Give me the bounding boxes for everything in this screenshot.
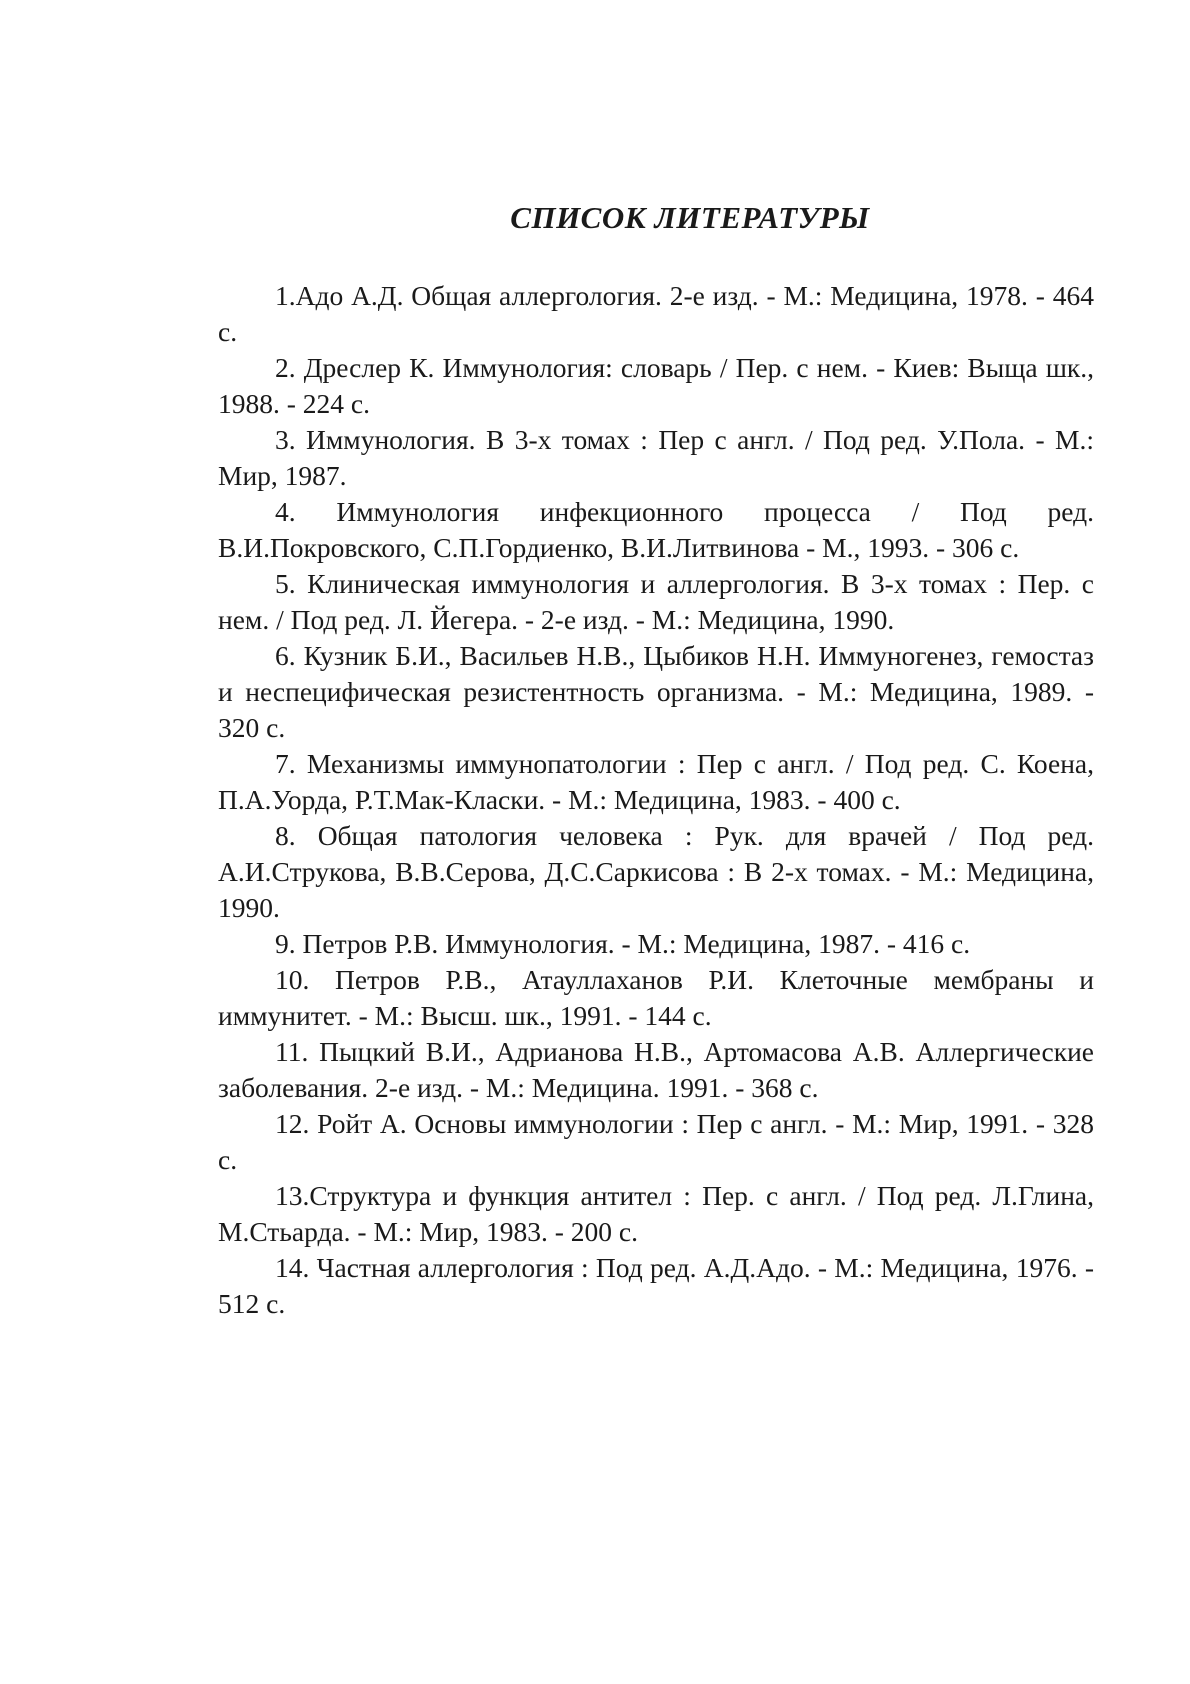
reference-item: 6. Кузник Б.И., Васильев Н.В., Цыбиков Н.Н. Иммуногенез, гемостаз и неспецифическая резистентность организма. - М.: Медицина, 1989. - 320 с. [218, 640, 1094, 743]
reference-item: 9. Петров Р.В. Иммунология. - М.: Медицина, 1987. - 416 с. [275, 928, 971, 959]
reference-item: 3. Иммунология. В 3-х томах : Пер с англ. / Под ред. У.Пола. - М.: Мир, 1987. [218, 424, 1094, 491]
reference-item: 7. Механизмы иммунопатологии : Пер с англ. / Под ред. С. Коена, П.А.Уорда, Р.Т.Мак-Класки. - М.: Медицина, 1983. - 400 с. [218, 748, 1094, 815]
page-title: СПИСОК ЛИТЕРАТУРЫ [510, 200, 870, 235]
reference-item: 1.Адо А.Д. Общая аллергология. 2-е изд. - М.: Медицина, 1978. - 464 с. [218, 280, 1094, 347]
reference-item: 5. Клиническая иммунология и аллергология. В 3-х томах : Пер. с нем. / Под ред. Л. Йегера. - 2-е изд. - М.: Медицина, 1990. [218, 568, 1094, 635]
reference-item: 4. Иммунология инфекционного процесса / Под ред. В.И.Покровского, С.П.Гордиенко, В.И.Литвинова - М., 1993. - 306 с. [218, 496, 1094, 563]
reference-item: 13.Структура и функция антител : Пер. с англ. / Под ред. Л.Глина, М.Стьарда. - М.: Мир, 1983. - 200 с. [218, 1180, 1094, 1247]
reference-item: 12. Ройт А. Основы иммунологии : Пер с англ. - М.: Мир, 1991. - 328 с. [218, 1108, 1094, 1175]
reference-item: 14. Частная аллергология : Под ред. А.Д.Адо. - М.: Медицина, 1976. - 512 с. [218, 1252, 1094, 1319]
reference-item: 11. Пыцкий В.И., Адрианова Н.В., Артомасова А.В. Аллергические заболевания. 2-е изд. - М.: Медицина. 1991. - 368 с. [218, 1036, 1094, 1103]
reference-item: 2. Дреслер К. Иммунология: словарь / Пер. с нем. - Киев: Выща шк., 1988. - 224 с. [218, 352, 1094, 419]
reference-list [218, 278, 1094, 1322]
reference-item: 8. Общая патология человека : Рук. для врачей / Под ред. А.И.Струкова, В.В.Серова, Д.С.Саркисова : В 2-х томах. - М.: Медицина, 1990. [218, 820, 1094, 923]
reference-item: 10. Петров Р.В., Атауллаханов Р.И. Клеточные мембраны и иммунитет. - М.: Высш. шк., 1991. - 144 с. [218, 964, 1094, 1031]
